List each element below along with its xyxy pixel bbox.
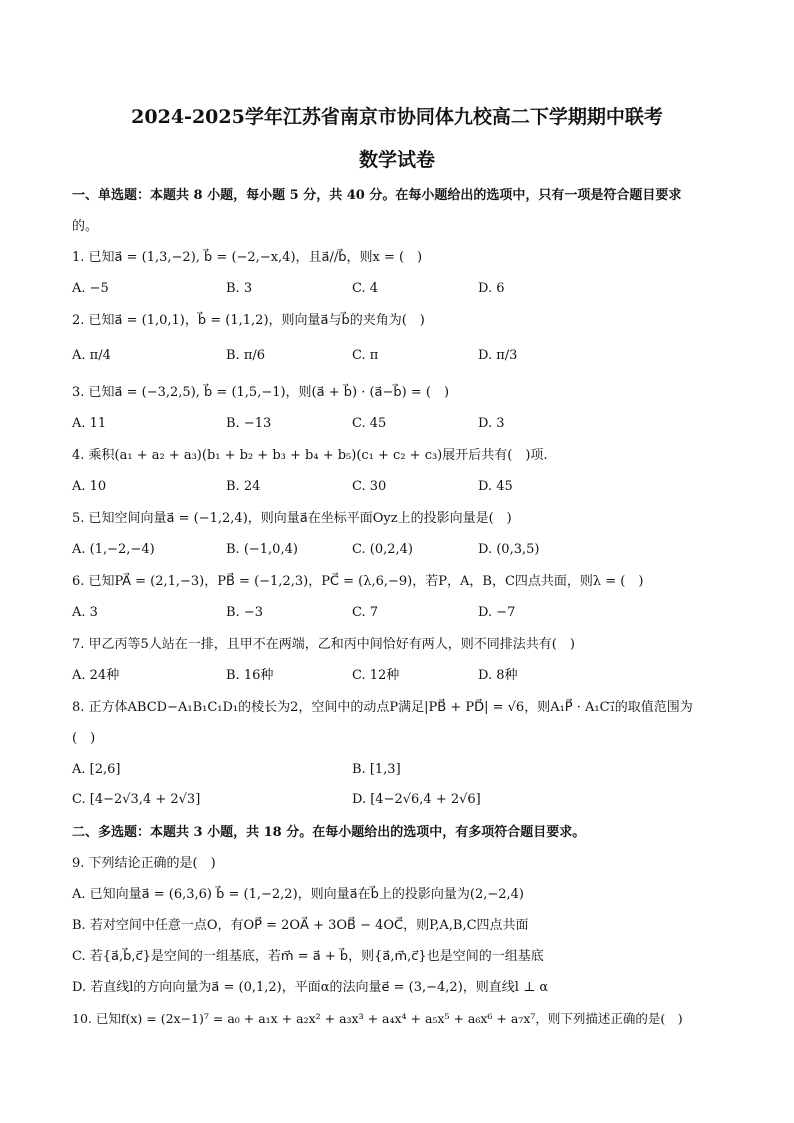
question-3: 3. 已知a⃗ = (−3,2,5), b⃗ = (1,5,−1)，则(a⃗ + b⃗) · (a⃗−b⃗) = ( ): [72, 385, 450, 400]
question-9-item-a: A. 已知向量a⃗ = (6,3,6) b⃗ = (1,−2,2)，则向量a⃗在b⃗上的投影向量为(2,−2,4): [72, 887, 524, 902]
option-b: B. −13: [226, 416, 272, 431]
option-a: A. −5: [72, 281, 109, 296]
option-b: B. 3: [226, 281, 253, 296]
option-c: C. 30: [352, 479, 387, 494]
question-1: 1. 已知a⃗ = (1,3,−2), b⃗ = (−2,−x,4)，且a⃗//b⃗，则x = ( ): [72, 250, 423, 265]
option-a: A. 10: [72, 479, 107, 494]
question-6: 6. 已知PA⃗ = (2,1,−3)，PB⃗ = (−1,2,3)，PC⃗ = (λ,6,−9)，若P，A，B，C四点共面，则λ = ( ): [72, 574, 644, 589]
question-3-options: [72, 414, 722, 434]
option-b: B. π/6: [226, 348, 266, 363]
question-5: 5. 已知空间向量a⃗ = (−1,2,4)，则向量a⃗在坐标平面Oyz上的投影向量是( ): [72, 511, 512, 526]
question-2: 2. 已知a⃗ = (1,0,1)，b⃗ = (1,1,2)，则向量a⃗与b⃗的夹角为( ): [72, 313, 425, 328]
question-4-options: [72, 477, 722, 497]
option-d: D. 6: [478, 281, 505, 296]
option-a: A. π/4: [72, 348, 111, 363]
option-b: B. 24: [226, 479, 261, 494]
option-d: D. (0,3,5): [478, 542, 540, 557]
exam-title: 2024-2025学年江苏省南京市协同体九校高二下学期期中联考: [131, 106, 663, 128]
option-c: C. [4−2√3,4 + 2√3]: [72, 792, 201, 807]
option-c: C. 7: [352, 605, 379, 620]
question-8-options-row1: [72, 760, 722, 780]
option-c: C. 45: [352, 416, 387, 431]
option-c: C. π: [352, 348, 379, 363]
question-4: 4. 乘积(a₁ + a₂ + a₃)(b₁ + b₂ + b₃ + b₄ + b₅)(c₁ + c₂ + c₃)展开后共有( )项.: [72, 448, 548, 463]
option-d: D. 45: [478, 479, 513, 494]
question-8-options-row2: [72, 790, 722, 810]
question-7: 7. 甲乙丙等5人站在一排，且甲不在两端，乙和丙中间恰好有两人，则不同排法共有( ): [72, 637, 575, 652]
question-1-options: [72, 279, 722, 299]
option-d: D. 3: [478, 416, 505, 431]
question-8: 8. 正方体ABCD−A₁B₁C₁D₁的棱长为2，空间中的动点P满足|PB⃗ + PD⃗| = √6，则A₁P⃗ · A₁C₁⃗的取值范围为: [72, 700, 693, 715]
question-9-item-d: D. 若直线l的方向向量为a⃗ = (0,1,2)，平面α的法向量e⃗ = (3,−4,2)，则直线l ⊥ α: [72, 980, 549, 995]
question-9: 9. 下列结论正确的是( ): [72, 856, 216, 871]
option-b: B. −3: [226, 605, 263, 620]
section-2-header: 二、多选题：本题共 3 小题，共 18 分。在每小题给出的选项中，有多项符合题目要求。: [72, 825, 586, 840]
question-2-options: [72, 346, 722, 366]
exam-subtitle: 数学试卷: [358, 149, 435, 171]
section-1-header: 一、单选题：本题共 8 小题，每小题 5 分，共 40 分。在每小题给出的选项中，只有一项是符合题目要求: [72, 188, 682, 203]
section-1-header-cont: 的。: [72, 219, 99, 234]
option-d: D. 8种: [478, 668, 518, 683]
question-7-options: [72, 666, 722, 686]
question-9-item-c: C. 若{a⃗,b⃗,c⃗}是空间的一组基底，若m⃗ = a⃗ + b⃗，则{a⃗,m⃗,c⃗}也是空间的一组基底: [72, 949, 544, 964]
question-8-cont: ( ): [72, 731, 96, 746]
option-c: C. 4: [352, 281, 379, 296]
option-a: A. (1,−2,−4): [72, 542, 155, 557]
option-a: A. 3: [72, 605, 98, 620]
option-a: A. [2,6]: [72, 762, 121, 777]
option-d: D. −7: [478, 605, 516, 620]
option-d: D. π/3: [478, 348, 518, 363]
option-b: B. (−1,0,4): [226, 542, 298, 557]
option-c: C. (0,2,4): [352, 542, 413, 557]
question-6-options: [72, 603, 722, 623]
option-d: D. [4−2√6,4 + 2√6]: [352, 792, 481, 807]
option-b: B. [1,3]: [352, 762, 401, 777]
option-a: A. 11: [72, 416, 107, 431]
question-5-options: [72, 540, 722, 560]
option-b: B. 16种: [226, 668, 274, 683]
option-c: C. 12种: [352, 668, 400, 683]
question-9-item-b: B. 若对空间中任意一点O，有OP⃗ = 2OA⃗ + 3OB⃗ − 4OC⃗，则P,A,B,C四点共面: [72, 918, 529, 933]
question-10: 10. 已知f(x) = (2x−1)⁷ = a₀ + a₁x + a₂x² + a₃x³ + a₄x⁴ + a₅x⁵ + a₆x⁶ + a₇x⁷，则下列描述正确的是( ): [72, 1011, 683, 1026]
option-a: A. 24种: [72, 668, 120, 683]
